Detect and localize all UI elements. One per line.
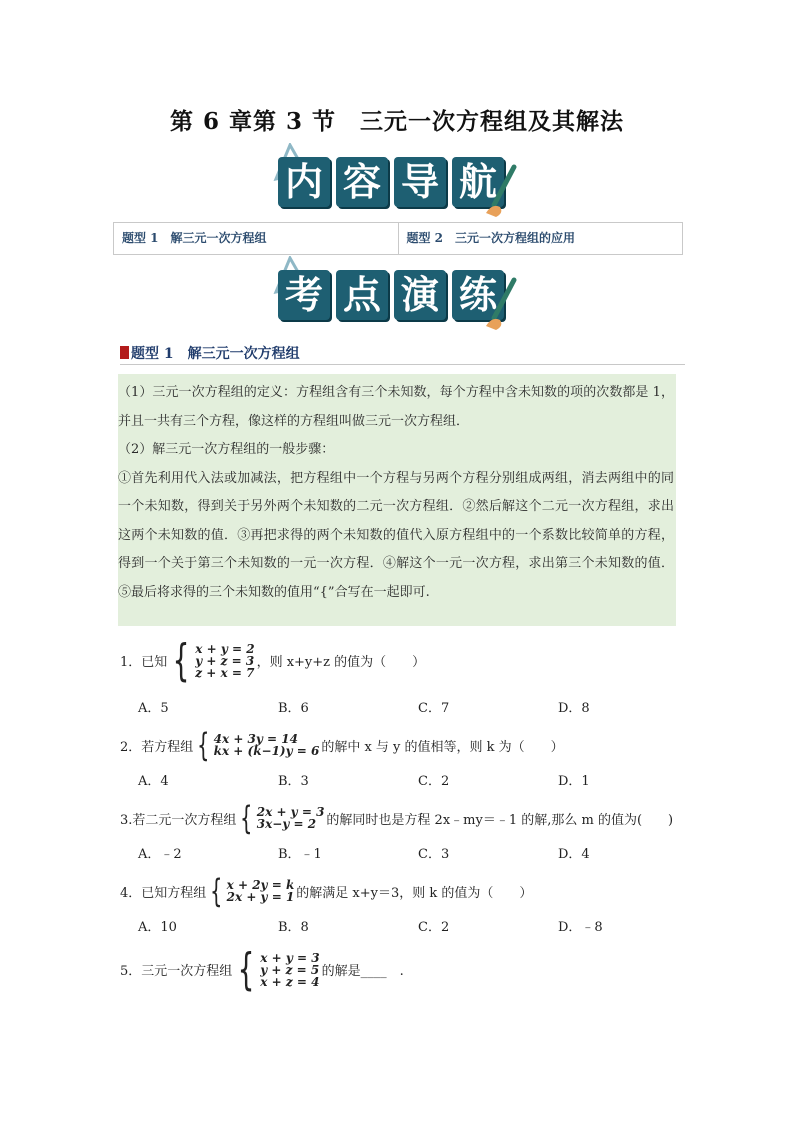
question-4 [120, 872, 532, 910]
option-a[interactable]: A．﹣2 [138, 847, 182, 862]
question-text: 的解是____ . [321, 964, 404, 979]
option-c[interactable]: C．2 [418, 774, 450, 789]
option-a[interactable]: A．5 [138, 701, 169, 716]
question-text: 3.若二元一次方程组 [120, 812, 237, 828]
nav-item-type1[interactable]: 题型 1 解三元一次方程组 [122, 231, 267, 245]
banner-tile: 演 [394, 270, 446, 320]
brace-icon: { [210, 872, 223, 910]
brace-icon: { [237, 944, 255, 995]
banner-tile: 导 [394, 157, 446, 207]
section-heading-text: 题型 1 解三元一次方程组 [131, 346, 300, 362]
banner-tile: 容 [336, 157, 388, 207]
option-b[interactable]: B．8 [278, 920, 309, 935]
equation-system [193, 726, 319, 764]
equation: 2x + y = 1 [226, 890, 295, 904]
option-a[interactable]: A．4 [138, 774, 169, 789]
question-text: ，则 x+y+z 的值为（ ） [256, 655, 426, 670]
equation: kx + (k−1)y = 6 [213, 744, 320, 758]
banner-tile: 航 [452, 157, 504, 207]
banner-tile: 点 [336, 270, 388, 320]
question-1-options [120, 697, 680, 716]
option-b[interactable]: B．3 [278, 774, 309, 789]
option-b[interactable]: B．﹣1 [278, 847, 322, 862]
option-c[interactable]: C．2 [418, 920, 450, 935]
question-4-options [120, 916, 680, 935]
equation: x + 2y = k [226, 878, 295, 892]
method-tip-box [118, 374, 676, 626]
banner-tile: 考 [278, 270, 330, 320]
option-d[interactable]: D．1 [558, 774, 590, 789]
tip-steps: ①首先利用代入法或加减法，把方程组中一个方程与另两个方程分别组成两组，消去两组中的同一个未知数，得到关于另外两个未知数的二元一次方程组．②然后解这个二元一次方程组，求出这两个未知数的值．③再把求得的两个未知数的值代入原方程组中的一个系数比较简单的方程，得到一个关于第三个未知数的一元一次方程．④解这个一元一次方程，求出第三个未知数的值．⑤最后将求得的三个未知数的值用“{”合写在一起即可. [118, 470, 674, 600]
option-a[interactable]: A．10 [138, 920, 177, 935]
banner-tile: 内 [278, 157, 330, 207]
option-c[interactable]: C．3 [418, 847, 450, 862]
equation: x + z = 4 [260, 974, 320, 989]
equation: y + z = 5 [260, 962, 320, 977]
pencil-icon [484, 163, 520, 219]
section-heading [120, 343, 300, 363]
equation: 2x + y = 3 [256, 805, 325, 819]
question-text: 2．若方程组 [120, 739, 194, 755]
equation-system [236, 799, 324, 837]
equation: 3x−y = 2 [256, 817, 317, 831]
option-d[interactable]: D．8 [558, 701, 590, 716]
page-title: 第 6 章第 3 节 三元一次方程组及其解法 [169, 108, 625, 135]
question-text: 4．已知方程组 [120, 885, 207, 901]
option-d[interactable]: D．﹣8 [558, 920, 603, 935]
question-1 [120, 635, 425, 686]
question-text: 的解满足 x+y＝3，则 k 的值为（ ） [296, 885, 533, 901]
equation: 4x + 3y = 14 [213, 732, 298, 746]
question-5 [120, 944, 404, 995]
banner-content-nav [278, 155, 518, 215]
section-marker-icon [120, 346, 129, 359]
question-text: 的解中 x 与 y 的值相等，则 k 为（ ） [321, 739, 564, 755]
equation: x + y = 2 [195, 641, 255, 656]
option-b[interactable]: B．6 [278, 701, 309, 716]
question-text: 的解同时也是方程 2x﹣my＝﹣1 的解,那么 m 的值为( ) [326, 812, 674, 828]
content-nav-table [113, 222, 683, 255]
option-d[interactable]: D．4 [558, 847, 590, 862]
brace-icon: { [240, 799, 253, 837]
equation-system [232, 944, 319, 995]
equation: z + x = 7 [195, 665, 255, 680]
banner-tile: 练 [452, 270, 504, 320]
pencil-icon [484, 276, 520, 332]
tip-steps-heading: （2）解三元一次方程组的一般步骤： [118, 442, 335, 457]
banner-practice [278, 268, 518, 328]
question-text: 5．三元一次方程组 [120, 964, 233, 979]
equation-system [167, 635, 254, 686]
brace-icon: { [197, 726, 210, 764]
tip-definition: （1）三元一次方程组的定义：方程组含有三个未知数，每个方程中含未知数的项的次数都是 1，并且一共有三个方程，像这样的方程组叫做三元一次方程组． [118, 385, 674, 429]
equation-system [206, 872, 294, 910]
question-3 [120, 799, 673, 837]
question-2 [120, 726, 564, 764]
brace-icon: { [172, 635, 190, 686]
option-c[interactable]: C．7 [418, 701, 450, 716]
question-2-options [120, 770, 680, 789]
question-3-options [120, 843, 680, 862]
nav-item-type2[interactable]: 题型 2 三元一次方程组的应用 [398, 223, 683, 254]
question-text: 1．已知 [120, 655, 168, 670]
section-divider [120, 364, 685, 365]
equation: x + y = 3 [260, 950, 320, 965]
equation: y + z = 3 [195, 653, 255, 668]
